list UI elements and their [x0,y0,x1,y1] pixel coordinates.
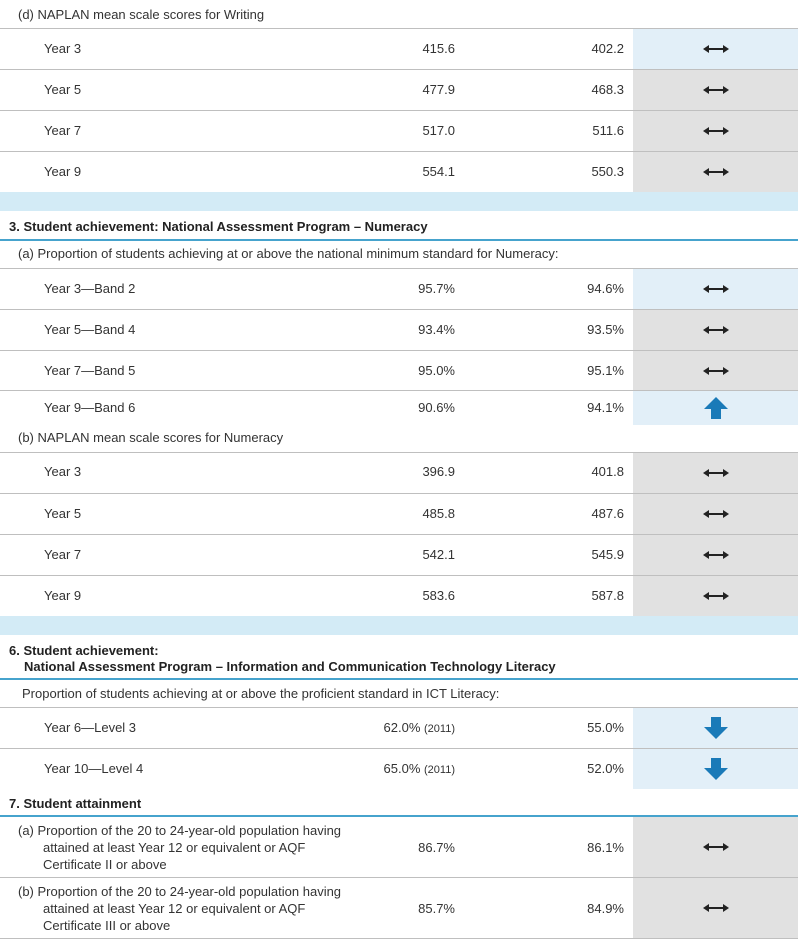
double-arrow-icon [703,125,729,137]
value-earlier: 583.6 [422,588,455,603]
table-row [0,111,798,151]
row-label: Year 6—Level 3 [44,720,137,735]
trend-cell [633,310,798,350]
trend-cell [633,878,798,938]
description-line: Certificate III or above [43,918,171,933]
arrow-down-icon [704,758,728,780]
description-line: (a) Proportion of the 20 to 24-year-old population having [18,823,342,838]
attainment-a-description [18,822,341,873]
value-latest: 550.3 [591,164,624,179]
double-arrow-icon [703,841,729,853]
row-label: Year 9 [44,164,82,179]
double-arrow-icon [703,549,729,561]
attainment-b-description [18,883,341,934]
value-earlier: 554.1 [422,164,455,179]
table-row [0,152,798,192]
ict-subheading: Proportion of students achieving at or above the proficient standard in ICT Literacy: [22,686,500,701]
trend-cell [633,269,798,309]
value-latest: 94.6% [587,281,624,296]
value-earlier: 485.8 [422,506,455,521]
trend-cell [633,351,798,390]
value-latest: 401.8 [591,464,624,479]
double-arrow-icon [703,166,729,178]
value-earlier: 477.9 [422,82,455,97]
trend-cell [633,708,798,748]
value-earlier: 85.7% [418,901,455,916]
value-latest: 95.1% [587,363,624,378]
double-arrow-icon [703,902,729,914]
table-row [0,310,798,350]
trend-cell [633,29,798,69]
writing-subheading-row [0,0,798,28]
double-arrow-icon [703,283,729,295]
value-latest: 511.6 [592,123,624,138]
value-latest: 93.5% [587,322,624,337]
value-earlier: 90.6% [418,400,455,415]
value-earlier: 95.7% [418,281,455,296]
trend-cell [633,391,798,425]
row-label: Year 7 [44,123,82,138]
trend-cell [633,817,798,877]
value-earlier: 542.1 [422,547,455,562]
row-label: Year 3 [44,464,82,479]
double-arrow-icon [703,365,729,377]
value-latest: 468.3 [591,82,624,97]
ict-subheading-row [0,680,798,707]
trend-cell [633,576,798,616]
value-year-note: (2011) [424,723,455,735]
table-row [0,29,798,69]
table-row [0,70,798,110]
value-earlier [384,761,455,776]
value-earlier: 517.0 [422,123,455,138]
section-3-title: 3. Student achievement: National Assessment Program – Numeracy [9,219,428,234]
row-label: Year 7—Band 5 [44,363,136,378]
table-row [0,269,798,309]
double-arrow-icon [703,590,729,602]
value-latest: 545.9 [591,547,624,562]
value-latest: 86.1% [587,840,624,855]
trend-cell [633,535,798,575]
table-row [0,453,798,493]
description-line: attained at least Year 12 or equivalent or AQF [43,901,306,916]
value-earlier: 415.6 [422,41,455,56]
table-row [0,494,798,534]
numeracy-a-subheading: (a) Proportion of students achieving at or above the national minimum standard for Numeracy: [18,246,559,261]
description-line: (b) Proportion of the 20 to 24-year-old population having [18,884,342,899]
section-7-title: 7. Student attainment [9,796,142,811]
table-row [0,391,798,425]
value-year-note: (2011) [424,764,455,776]
double-arrow-icon [703,84,729,96]
arrow-down-icon [704,717,728,739]
value-earlier: 396.9 [422,464,455,479]
table-row [0,351,798,390]
table-row [0,576,798,616]
double-arrow-icon [703,467,729,479]
value-latest: 52.0% [587,761,624,776]
value-earlier [384,720,455,735]
section-separator-band [0,616,798,635]
value-latest: 84.9% [587,901,624,916]
section-3-header [0,211,798,239]
row-label: Year 5 [44,506,82,521]
value-earlier-number: 62.0% [383,720,421,735]
row-label: Year 5—Band 4 [44,322,136,337]
value-earlier-number: 65.0% [383,761,421,776]
section-separator-band [0,192,798,211]
trend-cell [633,111,798,151]
description-line: Certificate II or above [43,857,167,872]
table-row [0,817,798,877]
row-label: Year 3 [44,41,82,56]
section-7-header [0,789,798,815]
row-label: Year 3—Band 2 [44,281,136,296]
table-row [0,708,798,748]
trend-cell [633,453,798,493]
trend-cell [633,152,798,192]
row-label: Year 5 [44,82,82,97]
section-6-header [0,635,798,677]
description-line: attained at least Year 12 or equivalent or AQF [43,840,306,855]
numeracy-b-subheading-row [0,425,798,452]
row-label: Year 7 [44,547,82,562]
table-row [0,878,798,938]
row-label: Year 9 [44,588,82,603]
value-latest: 587.8 [591,588,624,603]
value-latest: 55.0% [587,720,624,735]
section-6-subtitle: National Assessment Program – Information and Communication Technology Literacy [24,659,556,674]
value-latest: 94.1% [587,400,624,415]
trend-cell [633,494,798,534]
double-arrow-icon [703,43,729,55]
value-earlier: 95.0% [418,363,455,378]
trend-cell [633,749,798,789]
trend-cell [633,70,798,110]
value-earlier: 93.4% [418,322,455,337]
value-latest: 487.6 [591,506,624,521]
writing-subheading: (d) NAPLAN mean scale scores for Writing [18,7,265,22]
arrow-up-icon [704,397,728,419]
row-label: Year 9—Band 6 [44,400,136,415]
double-arrow-icon [703,508,729,520]
table-row [0,535,798,575]
row-label: Year 10—Level 4 [44,761,144,776]
value-latest: 402.2 [591,41,624,56]
section-6-title: 6. Student achievement: [9,643,159,658]
value-earlier: 86.7% [418,840,455,855]
table-row [0,749,798,789]
numeracy-b-subheading: (b) NAPLAN mean scale scores for Numeracy [18,430,284,445]
double-arrow-icon [703,324,729,336]
numeracy-a-subheading-row [0,241,798,268]
